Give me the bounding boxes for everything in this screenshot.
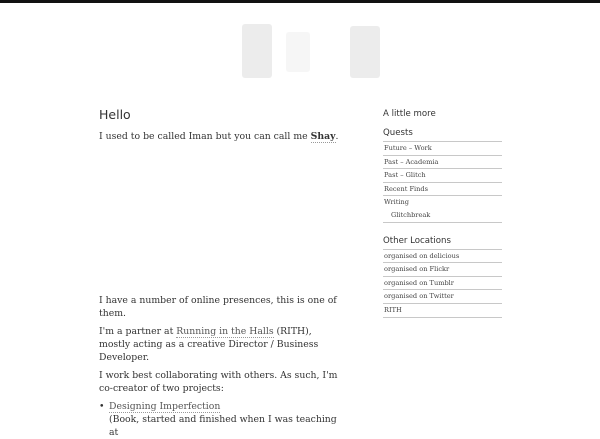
quest-subitem-glitchbreak[interactable]: Glitchbreak (383, 209, 502, 223)
top-bar (0, 0, 600, 3)
quest-item-future-work[interactable]: Future – Work (383, 142, 502, 156)
logo-mark-right (350, 26, 380, 78)
partner-paragraph (99, 325, 345, 364)
other-locations-heading: Other Locations (383, 235, 451, 246)
collab-paragraph: I work best collaborating with others. As such, I'm co-creator of two projects: (99, 370, 338, 394)
sidebar (383, 108, 502, 318)
project-note: (Book, started and finished when I was teaching at (109, 414, 337, 438)
location-twitter[interactable]: organised on Twitter (383, 290, 502, 304)
presences-paragraph: I have a number of online presences, this is one of them. (99, 295, 337, 319)
sidebar-heading: A little more (383, 109, 436, 119)
image-placeholder-space (99, 143, 345, 294)
location-tumblr[interactable]: organised on Tumblr (383, 277, 502, 291)
main-content (99, 107, 345, 439)
sidebar-gap (383, 223, 502, 235)
quest-item-writing[interactable]: Writing (384, 198, 409, 207)
rith-link[interactable]: Running in the Halls (176, 326, 274, 337)
partner-pre-text: I'm a partner at (99, 326, 177, 337)
logo-mark-left (242, 24, 272, 78)
quests-list (383, 141, 502, 223)
quests-heading: Quests (383, 128, 413, 138)
quest-item-past-academia[interactable]: Past – Academia (383, 156, 502, 170)
intro-text: I used to be called Iman but you can call me (99, 131, 311, 142)
project-item (109, 400, 345, 439)
intro-paragraph (99, 130, 345, 143)
page-title: Hello (99, 107, 131, 122)
quest-item-recent-finds[interactable]: Recent Finds (383, 183, 502, 197)
name-shay: Shay (310, 131, 336, 142)
quest-item-past-glitch[interactable]: Past – Glitch (383, 169, 502, 183)
intro-end: . (335, 131, 339, 142)
site-logo[interactable] (238, 18, 384, 80)
projects-list (99, 400, 345, 439)
logo-mark-center (286, 32, 310, 72)
designing-imperfection-link[interactable]: Designing Imperfection (109, 401, 221, 412)
location-rith[interactable]: RITH (383, 304, 502, 318)
locations-list (383, 249, 502, 318)
location-delicious[interactable]: organised on delicious (383, 250, 502, 264)
partner-post-text: (RITH), mostly acting as a creative Director / Business Developer. (99, 326, 319, 363)
location-flickr[interactable]: organised on Flickr (383, 263, 502, 277)
